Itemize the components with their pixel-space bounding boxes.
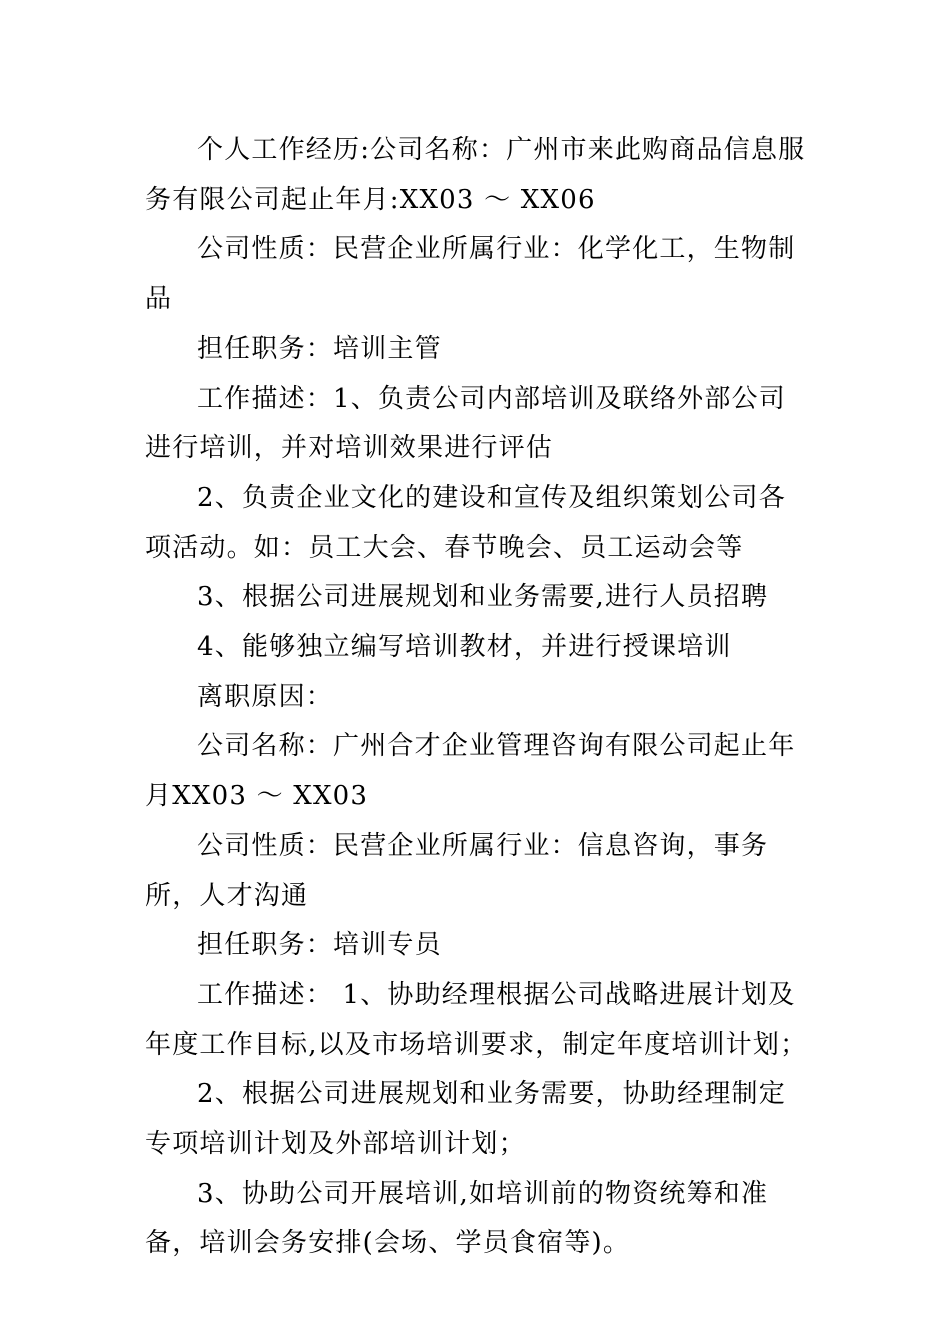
paragraph-duty-2-2: 2、根据公司进展规划和业务需要，协助经理制定专项培训计划及外部培训计划； <box>145 1079 786 1160</box>
paragraph-position-2: 担任职务：培训专员 <box>197 930 442 961</box>
paragraph-duty-1-3: 3、根据公司进展规划和业务需要,进行人员招聘 <box>197 582 769 613</box>
paragraph-leave-reason: 离职原因： <box>197 681 334 712</box>
document-body <box>145 126 810 1269</box>
paragraph-company-nature-1: 公司性质：民营企业所属行业：化学化工，生物制品 <box>145 234 796 315</box>
paragraph-duty-2-3: 3、协助公司开展培训,如培训前的物资统筹和准备，培训会务安排(会场、学员食宿等)。 <box>145 1178 769 1259</box>
paragraph-company-2: 公司名称：广州合才企业管理咨询有限公司起止年月XX03 ～ XX03 <box>145 731 796 812</box>
paragraph-position-1: 担任职务：培训主管 <box>197 333 442 364</box>
paragraph-duty-1-2: 2、负责企业文化的建设和宣传及组织策划公司各项活动。如：员工大会、春节晚会、员工运动会等 <box>145 482 786 563</box>
paragraph-company-nature-2: 公司性质：民营企业所属行业：信息咨询，事务所，人才沟通 <box>145 830 769 911</box>
paragraph-work-history: 个人工作经历:公司名称：广州市来此购商品信息服务有限公司起止年月:XX03 ～ XX06 <box>145 135 806 215</box>
paragraph-job-description-1: 工作描述：1、负责公司内部培训及联络外部公司进行培训，并对培训效果进行评估 <box>145 383 786 464</box>
paragraph-duty-1-4: 4、能够独立编写培训教材，并进行授课培训 <box>197 632 732 663</box>
paragraph-job-description-2: 工作描述： 1、协助经理根据公司战略进展计划及年度工作目标,以及市场培训要求，制定年度培训计划； <box>145 979 808 1060</box>
